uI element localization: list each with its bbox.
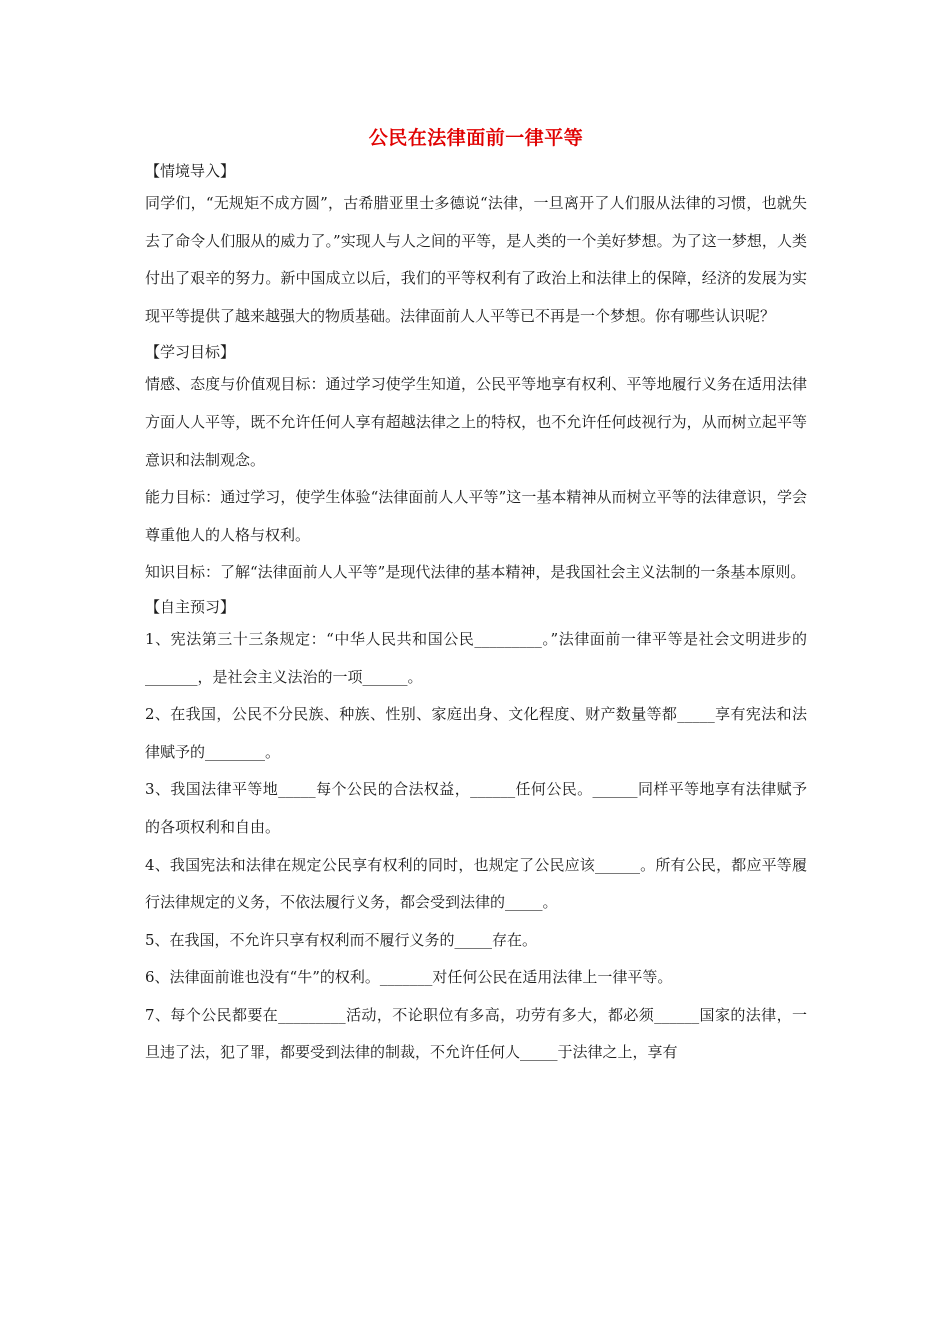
question-7: 7、每个公民都要在_________活动，不论职位有多高，功劳有多大，都必须______国家的法律，一旦违了法，犯了罪，都要受到法律的制裁，不允许任何人_____于法律之上，享有 xyxy=(145,1005,807,1062)
question-4: 4、我国宪法和法律在规定公民享有权利的同时，也规定了公民应该______。所有公民，都应平等履行法律规定的义务，不依法履行义务，都会受到法律的_____。 xyxy=(145,855,807,912)
goal-paragraph-ability: 能力目标：通过学习，使学生体验“法律面前人人平等”这一基本精神从而树立平等的法律意识，学会尊重他人的人格与权利。 xyxy=(145,488,807,544)
page-title: 公民在法律面前一律平等 xyxy=(368,127,584,149)
intro-paragraph: 同学们，“无规矩不成方圆”，古希腊亚里士多德说“法律，一旦离开了人们服从法律的习惯，也就失去了命令人们服从的威力了。”实现人与人之间的平等，是人类的一个美好梦想。为了这一梦想，人类付出了艰辛的努力。新中国成立以后，我们的平等权利有了政治上和法律上的保障，经济的发展为实现平等提供了越来越强大的物质基础。法律面前人人平等已不再是一个梦想。你有哪些认识呢？ xyxy=(145,194,807,325)
question-2: 2、在我国，公民不分民族、种族、性别、家庭出身、文化程度、财产数量等都_____享有宪法和法律赋予的________。 xyxy=(145,705,807,761)
section-heading-goals: 【学习目标】 xyxy=(145,343,236,362)
section-heading-intro: 【情境导入】 xyxy=(145,162,236,180)
question-3: 3、我国法律平等地_____每个公民的合法权益，______任何公民。______同样平等地享有法律赋予的各项权利和自由。 xyxy=(145,780,807,836)
section-heading-preview: 【自主预习】 xyxy=(145,597,236,616)
goal-paragraph-attitude: 情感、态度与价值观目标：通过学习使学生知道，公民平等地享有权利、平等地履行义务在适用法律方面人人平等，既不允许任何人享有超越法律之上的特权，也不允许任何歧视行为，从而树立起平等意识和法制观念。 xyxy=(145,375,807,469)
document-page xyxy=(145,118,807,1072)
question-5: 5、在我国，不允许只享有权利而不履行义务的_____存在。 xyxy=(145,930,538,949)
goal-paragraph-knowledge: 知识目标：了解“法律面前人人平等”是现代法律的基本精神，是我国社会主义法制的一条基本原则。 xyxy=(145,563,806,582)
question-1: 1、宪法第三十三条规定：“中华人民共和国公民_________。”法律面前一律平等是社会文明进步的_______，是社会主义法治的一项______。 xyxy=(145,629,807,686)
question-6: 6、法律面前谁也没有“牛”的权利。_______对任何公民在适用法律上一律平等。 xyxy=(145,968,673,987)
